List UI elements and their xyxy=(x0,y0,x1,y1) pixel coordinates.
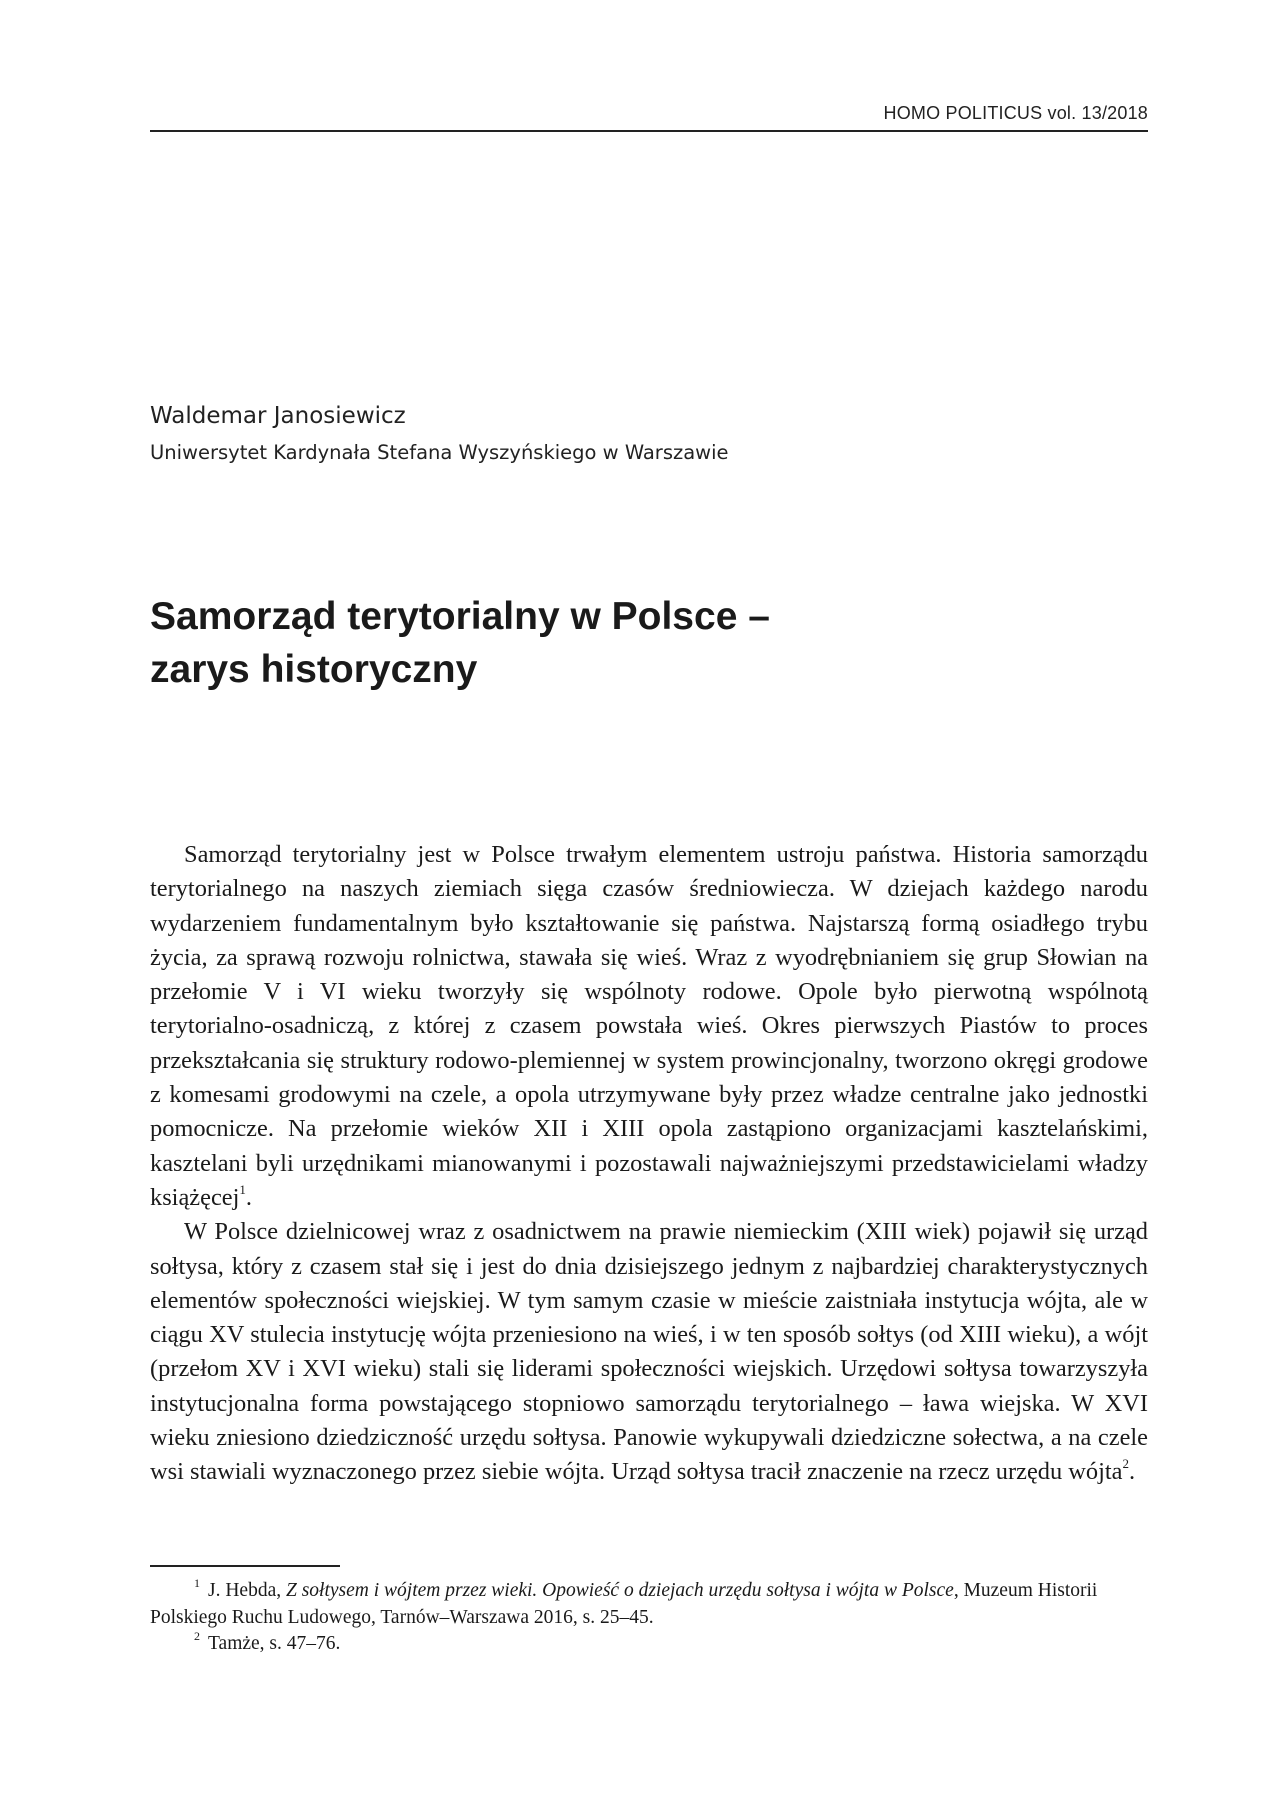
paragraph-1-end: . xyxy=(245,1183,252,1211)
header-rule xyxy=(150,130,1148,132)
footnote-book-title: Z sołtysem i wójtem przez wieki. Opowieść o dziejach urzędu sołtysa i wójta w Polsce xyxy=(285,1580,954,1601)
running-header: HOMO POLITICUS vol. 13/2018 xyxy=(883,103,1148,123)
footnote-author: J. Hebda, xyxy=(208,1580,286,1601)
paragraph-2 xyxy=(150,1215,1148,1489)
paragraph-1-text: Samorząd terytorialny jest w Polsce trwałym elementem ustroju państwa. Historia samorządu terytorialnego na naszych ziemiach sięga czasów średniowiecza. W dziejach każdego narodu wydarzeniem fundamentalnym było kształtowanie się państwa. Najstarszą formą osiadłego trybu życia, za sprawą rozwoju rolnictwa, stawała się wieś. Wraz z wyodrębnianiem się grup Słowian na przełomie V i VI wieku tworzyły się wspólnoty rodowe. Opole było pierwotną wspólnotą terytorialno-osadniczą, z której z czasem powstała wieś. Okres pierwszych Piastów to proces przekształcania się struktury rodowo-plemiennej w system prowincjonalny, tworzono okręgi grodowe z komesami grodowymi na czele, a opola utrzymywane były przez władze centralne jako jednostki pomocnicze. Na przełomie wieków XII i XIII opola zastąpiono organizacjami kasztelańskimi, kasztelani byli urzędnikami mianowanymi i pozostawali najważniejszymi przedstawicielami władzy książęcej xyxy=(150,841,1148,1211)
footnote-ref-2[interactable]: 2 xyxy=(1122,1456,1129,1472)
paragraph-2-end: . xyxy=(1128,1458,1136,1486)
paragraph-2-text: W Polsce dzielnicowej wraz z osadnictwem na prawie niemieckim (XIII wiek) pojawił się urząd sołtysa, który z czasem stał się i jest do dnia dzisiejszego jednym z najbardziej charakterystycznych elementów społeczności wiejskiej. W tym samym czasie w mieście zaistniała instytucja wójta, ale w ciągu XV stulecia instytucję wójta przeniesiono na wieś, i w ten sposób sołtys (od XIII wieku), a wójt (przełom XV i XVI wieku) stali się liderami społeczności wiejskich. Urzędowi sołtysa towarzyszyła instytucjonalna forma powstającego stopniowo samorządu terytorialnego – ława wiejska. W XVI wieku zniesiono dziedziczność urzędu sołtysa. Panowie wykupywali dziedziczne sołectwa, a na czele wsi stawiali wyznaczonego przez siebie wójta. Urząd sołtysa tracił znaczenie na rzecz urzędu wójta xyxy=(150,1218,1148,1486)
author-affiliation: Uniwersytet Kardynała Stefana Wyszyńskiego w Warszawie xyxy=(150,441,729,464)
paragraph-1 xyxy=(150,838,1148,1215)
article-title xyxy=(150,590,1130,696)
footnote-ref-1[interactable]: 1 xyxy=(239,1181,246,1197)
article-body xyxy=(150,838,1148,1490)
footnote-1 xyxy=(150,1575,1148,1631)
title-line-1: Samorząd terytorialny w Polsce – xyxy=(150,595,770,638)
footnotes xyxy=(150,1575,1148,1658)
footnote-2 xyxy=(150,1628,1148,1658)
footnote-number: 1 xyxy=(194,1575,200,1590)
title-line-2: zarys historyczny xyxy=(150,648,478,691)
footnote-text: Tamże, s. 47–76. xyxy=(208,1633,341,1654)
footnote-number: 2 xyxy=(194,1628,200,1643)
footnote-rule xyxy=(150,1565,340,1567)
footnote-publication: , Muzeum Historii Polskiego Ruchu Ludowego, Tarnów–Warszawa 2016, s. 25–45. xyxy=(150,1580,1098,1628)
author-name: Waldemar Janosiewicz xyxy=(150,403,406,429)
